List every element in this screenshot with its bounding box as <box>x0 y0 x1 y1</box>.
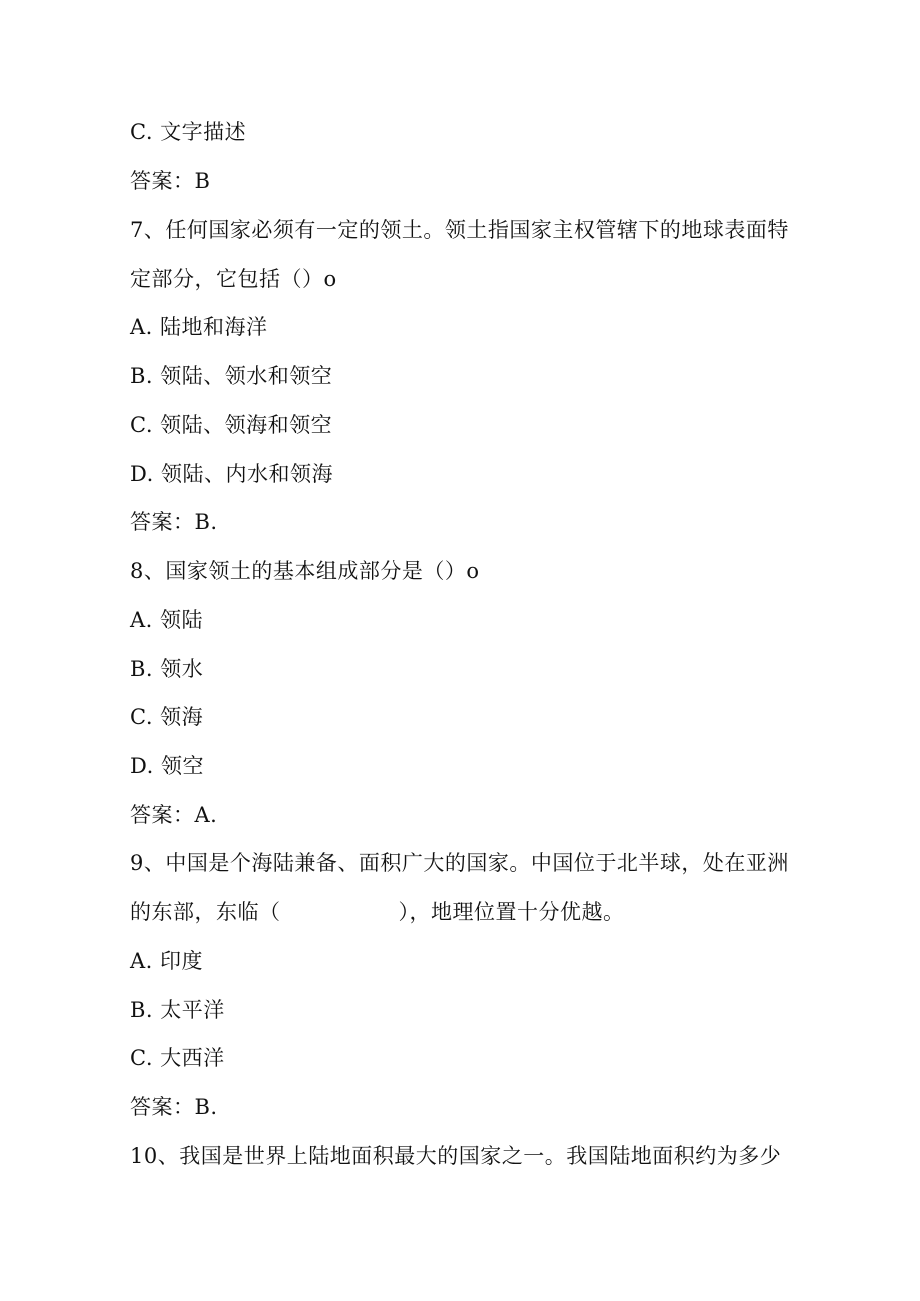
option-c-q8: C. 领海 <box>130 705 204 729</box>
question-9-line-2-end: ），地理位置十分优越。 <box>398 900 625 924</box>
option-d-q8: D. 领空 <box>130 754 204 778</box>
question-10-line-1: 10、我国是世界上陆地面积最大的国家之一。我国陆地面积约为多少 <box>130 1144 782 1168</box>
option-b-q9: B. 太平洋 <box>130 998 225 1022</box>
answer-q6: 答案：B <box>130 169 211 193</box>
option-a-q9: A. 印度 <box>130 949 204 973</box>
option-a-q7: A. 陆地和海洋 <box>130 315 268 339</box>
option-a-q8: A. 领陆 <box>130 608 204 632</box>
option-c-q6: C. 文字描述 <box>130 120 247 144</box>
option-c-q7: C. 领陆、领海和领空 <box>130 413 333 437</box>
answer-q8: 答案：A. <box>130 803 218 827</box>
option-b-q8: B. 领水 <box>130 657 204 681</box>
option-c-q9: C. 大西洋 <box>130 1046 225 1070</box>
question-9-line-1: 9、中国是个海陆兼备、面积广大的国家。中国位于北半球，处在亚洲 <box>130 851 789 875</box>
question-8: 8、国家领土的基本组成部分是（）o <box>130 559 480 583</box>
question-9-line-2-start: 的东部，东临（ <box>130 900 281 924</box>
question-9-line-2 <box>130 898 625 926</box>
answer-q9: 答案：B. <box>130 1095 218 1119</box>
question-7-line-2: 定部分，它包括（）o <box>130 267 337 291</box>
option-b-q7: B. 领陆、领水和领空 <box>130 364 333 388</box>
question-7-line-1: 7、任何国家必须有一定的领土。领土指国家主权管辖下的地球表面特 <box>130 218 789 242</box>
option-d-q7: D. 领陆、内水和领海 <box>130 462 333 486</box>
answer-q7: 答案：B. <box>130 510 218 534</box>
